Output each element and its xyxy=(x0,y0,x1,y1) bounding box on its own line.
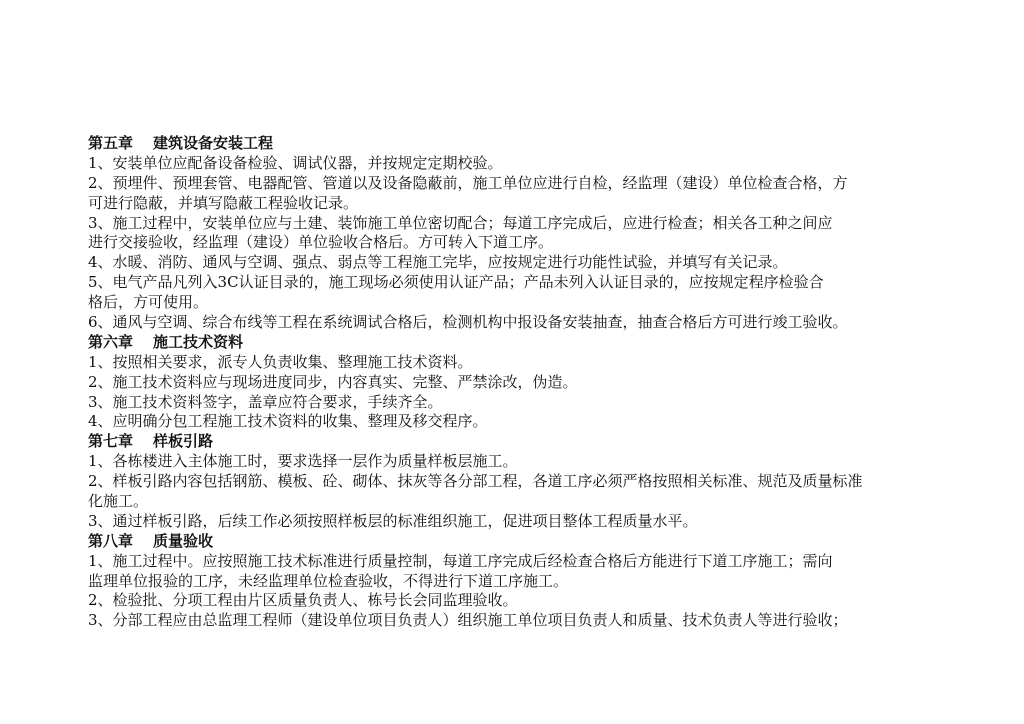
chapter-title: 施工技术资料 xyxy=(153,332,244,351)
paragraph-line: 2、检验批、分项工程由片区质量负责人、栋号长会同监理验收。 xyxy=(88,591,518,610)
paragraph-line: 1、施工过程中。应按照施工技术标准进行质量控制，每道工序完成后经检查合格后方能进行下道工序施工；需向 xyxy=(88,551,833,570)
chapter-number: 第七章 xyxy=(88,432,134,451)
chapter-title: 建筑设备安装工程 xyxy=(153,134,274,152)
paragraph-line: 6、通风与空调、综合布线等工程在系统调试合格后，检测机构中报设备安装抽查，抽查合格后方可进行竣工验收。 xyxy=(88,313,848,332)
paragraph-line: 5、电气产品凡列入3C认证目录的，施工现场必须使用认证产品；产品未列入认证目录的，应按规定程序检验合 xyxy=(88,273,824,292)
chapter-heading xyxy=(88,532,948,552)
paragraph-line: 4、水暖、消防、通风与空调、强点、弱点等工程施工完毕，应按规定进行功能性试验，并填写有关记录。 xyxy=(88,253,788,272)
chapter-heading xyxy=(88,432,948,452)
chapter-heading xyxy=(88,134,948,154)
paragraph-line: 2、预埋件、预埋套管、电器配管、管道以及设备隐蔽前，施工单位应进行自检，经监理（建设）单位检查合格，方 xyxy=(88,173,848,192)
paragraph-line: 3、施工过程中，安装单位应与土建、装饰施工单位密切配合；每道工序完成后，应进行检查；相关各工种之间应 xyxy=(88,213,833,232)
chapter-number: 第八章 xyxy=(88,531,134,550)
paragraph-line: 监理单位报验的工序，未经监理单位检查验收，不得进行下道工序施工。 xyxy=(88,571,569,590)
paragraph-line: 2、样板引路内容包括钢筋、模板、砼、砌体、抹灰等各分部工程，各道工序必须严格按照相关标准、规范及质量标准 xyxy=(88,472,863,491)
chapter-title: 样板引路 xyxy=(153,432,214,451)
chapter-number: 第六章 xyxy=(88,332,134,351)
chapter-number: 第五章 xyxy=(88,134,134,152)
paragraph-line: 3、分部工程应由总监理工程师（建设单位项目负责人）组织施工单位项目负责人和质量、技术负责人等进行验收； xyxy=(88,611,848,630)
paragraph-line: 可进行隐蔽，并填写隐蔽工程验收记录。 xyxy=(88,193,359,212)
paragraph-line: 1、按照相关要求，派专人负责收集、整理施工技术资料。 xyxy=(88,352,473,371)
paragraph-line: 1、各栋楼进入主体施工时，要求选择一层作为质量样板层施工。 xyxy=(88,452,518,471)
paragraph-line: 2、施工技术资料应与现场进度同步，内容真实、完整、严禁涂改，伪造。 xyxy=(88,372,578,391)
paragraph-line: 化施工。 xyxy=(88,492,149,511)
chapter-heading xyxy=(88,333,948,353)
paragraph-line: 格后，方可使用。 xyxy=(88,293,209,312)
paragraph-line: 3、通过样板引路，后续工作必须按照样板层的标准组织施工，促进项目整体工程质量水平。 xyxy=(88,511,698,530)
paragraph-line: 1、安装单位应配备设备检验、调试仪器，并按规定定期校验。 xyxy=(88,153,503,172)
paragraph-line: 进行交接验收，经监理（建设）单位验收合格后。方可转入下道工序。 xyxy=(88,233,554,252)
paragraph-line: 3、施工技术资料签字，盖章应符合要求，手续齐全。 xyxy=(88,392,443,411)
chapter-title: 质量验收 xyxy=(153,531,214,550)
paragraph-line: 4、应明确分包工程施工技术资料的收集、整理及移交程序。 xyxy=(88,412,488,431)
document-body xyxy=(88,134,948,631)
